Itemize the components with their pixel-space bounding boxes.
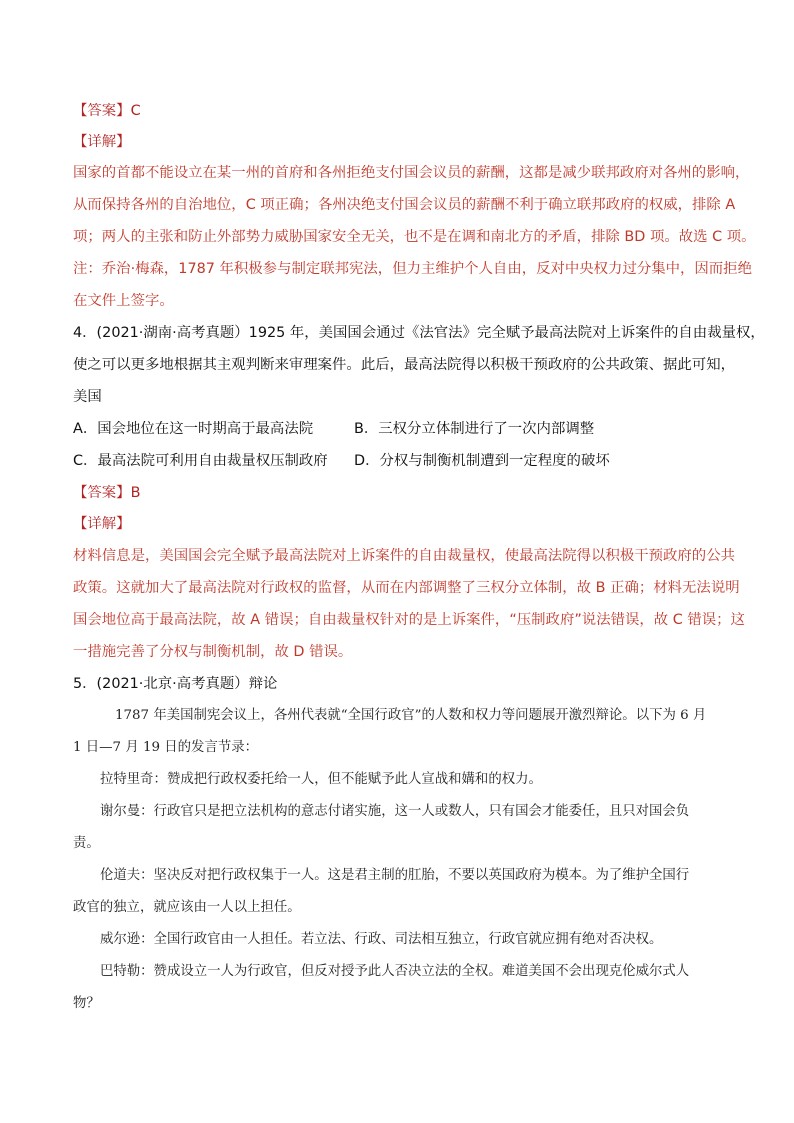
- q4-stem-line: 美国: [73, 389, 102, 405]
- answer-label: 【答案】: [73, 485, 131, 501]
- answer-value: B: [130, 485, 141, 501]
- q3-detail-line: 从而保持各州的自治地位，C 项正确；各州决绝支付国会议员的薪酬不利于确立联邦政府的权威，排除 A: [73, 197, 736, 213]
- q4-answer: [73, 483, 140, 503]
- q3-detail-line: 在文件上签字。: [73, 293, 174, 309]
- q5-speech-line: 谢尔曼：行政官只是把立法机构的意志付诸实施，这一人或数人，只有国会才能委任，且只对国会负: [100, 804, 690, 819]
- q4-detail-line: 一措施完善了分权与制衡机制，故 D 错误。: [73, 644, 353, 660]
- q5-intro-line: 1787 年美国制宪会议上，各州代表就“全国行政官”的人数和权力等问题展开激烈辩论。以下为 6 月: [115, 708, 707, 723]
- q4-detail-label: 【详解】: [73, 516, 131, 532]
- q4-detail-line: 政策。这就加大了最高法院对行政权的监督，从而在内部调整了三权分立体制，故 B 正确；材料无法说明: [73, 580, 740, 596]
- q3-detail-line: 国家的首都不能设立在某一州的首府和各州拒绝支付国会议员的薪酬，这都是减少联邦政府对各州的影响，: [73, 165, 750, 181]
- q5-speech-line: 伦道夫：坚决反对把行政权集于一人。这是君主制的肛胎，不要以英国政府为模本。为了维护全国行: [100, 868, 690, 883]
- q4-detail-line: 材料信息是，美国国会完全赋予最高法院对上诉案件的自由裁量权，使最高法院得以积极干预政府的公共: [73, 548, 735, 564]
- q4-option-d: D．分权与制衡机制遭到一定程度的破坏: [354, 453, 610, 469]
- q3-detail-line: 项；两人的主张和防止外部势力威胁国家安全无关，也不是在调和南北方的矛盾，排除 BD 项。故选 C 项。: [73, 229, 756, 245]
- q3-detail-label: 【详解】: [73, 134, 131, 150]
- answer-label: 【答案】: [73, 103, 131, 119]
- q5-speech-line: 威尔逊：全国行政官由一人担任。若立法、行政、司法相互独立，行政官就应拥有绝对否决权。: [100, 932, 663, 947]
- q3-detail-line: 注：乔治·梅森，1787 年积极参与制定联邦宪法，但力主维护个人自由，反对中央权力过分集中，因而拒绝: [73, 261, 752, 277]
- q5-speech-line: 责。: [73, 836, 100, 851]
- answer-value: C: [130, 103, 141, 119]
- q5-intro-line: 1 日—7 月 19 日的发言节录：: [73, 740, 259, 755]
- q5-speech-line: 拉特里奇：赞成把行政权委托给一人，但不能赋予此人宣战和媾和的权力。: [100, 772, 542, 787]
- q3-answer: [73, 101, 141, 121]
- q4-option-c: C．最高法院可利用自由裁量权压制政府: [73, 453, 328, 469]
- q4-stem-line: 使之可以更多地根据其主观判断来审理案件。此后，最高法院得以积极干预政府的公共政策、据此可知，: [73, 357, 735, 373]
- q4-detail-line: 国会地位高于最高法院，故 A 错误；自由裁量权针对的是上诉案件，“压制政府”说法错误，故 C 错误；这: [73, 612, 745, 628]
- q4-option-a: A．国会地位在这一时期高于最高法院: [73, 421, 314, 437]
- q4-stem-line: 4．(2021·湖南·高考真题）1925 年，美国国会通过《法官法》完全赋予最高法院对上诉案件的自由裁量权，: [73, 325, 765, 341]
- q5-speech-line: 巴特勒：赞成设立一人为行政官，但反对授予此人否决立法的全权。难道美国不会出现克伦威尔式人: [100, 964, 690, 979]
- q5-stem: 5．(2021·北京·高考真题）辩论: [73, 676, 278, 692]
- q5-speech-line: 物？: [73, 996, 100, 1011]
- q4-option-b: B．三权分立体制进行了一次内部调整: [354, 421, 595, 437]
- q5-speech-line: 政官的独立，就应该由一人以上担任。: [73, 900, 301, 915]
